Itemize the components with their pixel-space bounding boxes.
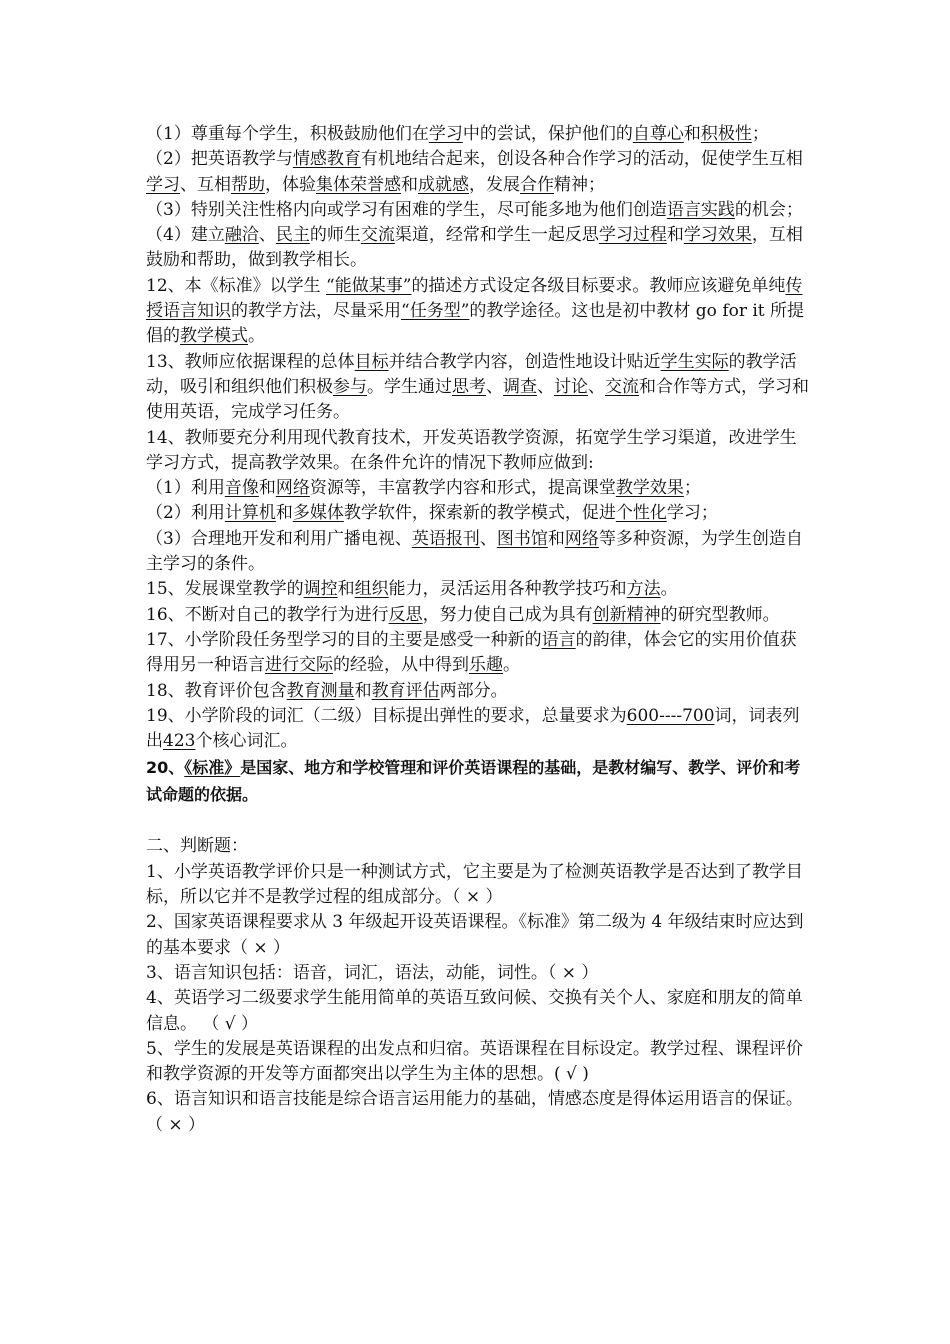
text-run: 的描述方式设定各级目标要求。教师应该避免单纯 (411, 275, 786, 296)
text-run: 是国家、地方和学校管理和评价英语课程的基础，是教材编写、教学、评价和考试命题的依据。 (146, 758, 801, 805)
underlined-answer: 英语报刊 (411, 528, 480, 549)
text-run: 、 (588, 376, 605, 397)
text-run: 的教学方法，尽量采用 (231, 301, 401, 322)
text-run: 16、不断对自己的教学行为进行 (146, 604, 389, 625)
underlined-answer: 积极性 (700, 124, 752, 144)
underlined-answer: 参与 (333, 376, 367, 397)
item-20 (146, 754, 811, 808)
fill-in-item (146, 679, 811, 704)
text-run: ； (683, 478, 701, 499)
text-run: 。 (503, 655, 520, 676)
underlined-answer: 交流 (605, 376, 639, 397)
judgment-item: 3、语言知识包括：语音，词汇，语法，动能，词性。（ × ） (146, 962, 599, 983)
underlined-answer: 语言实践 (666, 199, 735, 220)
underlined-answer: 成就感 (418, 174, 469, 195)
underlined-answer: 学习 (428, 124, 463, 144)
text-run: 和 (337, 579, 355, 600)
underlined-answer: 《标准》 (184, 758, 241, 778)
text-run: 等多种资源，为学生创造自主学习的条件。 (146, 528, 803, 575)
text-run: 19、小学阶段的词汇（二级）目标提出弹性的要求，总量要求为 (146, 705, 627, 726)
underlined-answer: 乐趣 (469, 655, 503, 676)
text-run: 和 (401, 174, 418, 195)
text-run: ，互相鼓励和帮助，做到教学相长。 (146, 225, 803, 271)
text-run: ，努力使自己成为具有 (422, 604, 593, 625)
fill-in-items (146, 274, 811, 755)
fill-in-item (146, 527, 811, 578)
underlined-answer: 多媒体 (292, 503, 344, 524)
judgment-item: 4、英语学习二级要求学生能用简单的英语互致问候、交换有关个人、家庭和朋友的简单信息。 （ √ ） (146, 988, 803, 1034)
text-run: 和 (547, 528, 565, 549)
underlined-answer: 学习效果 (683, 225, 752, 246)
text-run: 和 (683, 124, 701, 144)
text-run: 词，词表列出 (146, 705, 800, 752)
text-run: ，体验 (265, 174, 316, 195)
text-run: 渠道，经常和学生一起反思 (394, 225, 599, 246)
sub-item (146, 223, 811, 274)
judgment-item: 5、学生的发展是英语课程的出发点和归宿。英语课程在目标设定。教学过程、课程评价和教学资源的开发等方面都突出以学生为主体的思想。( √ ) (146, 1038, 803, 1085)
text-run: 教学软件，探索新的教学模式，促进 (343, 503, 616, 524)
underlined-answer: 思考 (452, 376, 486, 397)
text-run: ，发展 (469, 174, 520, 195)
underlined-answer: 交流 (360, 225, 395, 246)
underlined-answer: 学生实际 (660, 351, 729, 372)
text-run: 学习； (666, 503, 718, 524)
text-run: （4）建立 (146, 225, 225, 246)
fill-in-item (146, 704, 811, 755)
text-run: （3）合理地开发和利用广播电视、 (146, 528, 412, 549)
text-run: 的经验，从中得到 (333, 655, 469, 676)
judgment-item: 6、语言知识和语言技能是综合语言运用能力的基础，情感态度是得体运用语言的保证。（ × ） (146, 1089, 803, 1135)
text-run: 。 (660, 579, 678, 600)
fill-in-item (146, 628, 811, 679)
text-run: 的师生 (309, 225, 361, 246)
text-run: （1）尊重每个学生，积极鼓励他们在 (146, 124, 429, 144)
underlined-answer: 学习 (146, 174, 180, 195)
text-run: 、 (537, 376, 554, 397)
underlined-answer: 民主 (275, 225, 310, 246)
text-run: 17、小学阶段任务型学习的目的主要是感受一种新的 (146, 629, 542, 650)
underlined-answer: 教育测量 (286, 680, 355, 701)
text-run: （2）利用 (146, 503, 225, 524)
text-run: 和 (354, 680, 372, 701)
section-gap (146, 808, 811, 834)
underlined-answer: “能做某事” (326, 275, 412, 296)
underlined-answer: 网络 (275, 478, 310, 499)
underlined-answer: 个性化 (615, 503, 667, 524)
text-run: 14、教师要充分利用现代教育技术，开发英语教学资源，拓宽学生学习渠道，改进学生学习方式，提高教学效果。在条件允许的情况下教师应做到: (146, 427, 797, 473)
text-run: 15、发展课堂教学的 (146, 579, 304, 600)
text-run: 20、 (146, 758, 185, 778)
underlined-answer: 传授语言知识 (146, 275, 803, 322)
underlined-answer: 图书馆 (496, 528, 548, 549)
text-run: （3）特别关注性格内向或学习有困难的学生，尽可能多地为他们创造 (146, 199, 667, 220)
text-run: 个核心词汇。 (195, 731, 298, 752)
judgment-item: 2、国家英语课程要求从 3 年级起开设英语课程。《标准》第二级为 4 年级结束时应达到的基本要求（ × ） (146, 912, 804, 958)
text-run: 并结合教学内容，创造性地设计贴近 (388, 351, 661, 372)
text-run: 能力，灵活运用各种教学技巧和 (388, 579, 627, 600)
section2-title: 二、判断题： (146, 836, 248, 857)
text-run: 和 (666, 225, 684, 246)
fill-in-item (146, 603, 811, 628)
sub-item (146, 122, 811, 147)
underlined-answer: 调查 (503, 376, 537, 397)
text-run: ； (751, 124, 769, 144)
text-run: 精神； (554, 174, 605, 195)
judgment-item: 1、小学英语教学评价只是一种测试方式，它主要是为了检测英语教学是否达到了教学目标，所以它并不是教学过程的组成部分。（ × ） (146, 861, 803, 908)
document-page (146, 122, 811, 1138)
underlined-answer: 教育评估 (371, 680, 440, 701)
underlined-answer: 集体荣誉感 (316, 174, 401, 195)
text-run: 、互相 (180, 174, 231, 195)
text-run: 18、教育评价包含 (146, 680, 287, 701)
fill-in-item (146, 476, 811, 501)
underlined-answer: 进行交际 (265, 655, 333, 676)
text-run: 和合作等方式，学习和使用英语，完成学习任务。 (146, 376, 809, 423)
underlined-answer: 423 (163, 731, 196, 752)
sub-item (146, 147, 811, 198)
underlined-answer: 学习过程 (598, 225, 667, 246)
text-run: 和 (258, 478, 276, 499)
sub-item (146, 198, 811, 223)
judgment-items (146, 860, 811, 1138)
text-run: 的教学途径。这也是初中教材 go for it 所提倡的 (146, 301, 805, 347)
underlined-answer: 教学效果 (615, 478, 684, 499)
item-11-subpoints (146, 122, 811, 274)
underlined-answer: 调控 (303, 579, 338, 600)
text-run: 两部分。 (439, 680, 508, 701)
underlined-answer: 讨论 (554, 376, 588, 397)
fill-in-item (146, 274, 811, 350)
underlined-answer: 语言 (541, 629, 576, 650)
text-run: 、 (258, 225, 276, 246)
text-run: 有机地结合起来，创设各种合作学习的活动，促使学生互相 (360, 149, 803, 170)
underlined-answer: 情感教育 (292, 149, 361, 170)
underlined-answer: 600----700 (626, 705, 715, 726)
underlined-answer: 方法 (626, 579, 661, 600)
underlined-answer: 网络 (564, 528, 599, 549)
text-run: （2）把英语教学与 (146, 149, 293, 170)
fill-in-item (146, 577, 811, 602)
underlined-answer: “任务型” (401, 301, 470, 322)
text-run: 。学生通过 (367, 376, 452, 397)
underlined-answer: 合作 (520, 174, 554, 195)
text-run: 。 (248, 326, 265, 347)
underlined-answer: 反思 (388, 604, 423, 625)
text-run: 的研究型教师。 (660, 604, 780, 625)
underlined-answer: 音像 (224, 478, 259, 499)
underlined-answer: 目标 (354, 351, 389, 372)
text-run: 中的尝试，保护他们的 (462, 124, 633, 144)
fill-in-item (146, 501, 811, 526)
text-run: 的教学活动，吸引和组织他们积极 (146, 351, 797, 397)
underlined-answer: 融洽 (224, 225, 259, 246)
underlined-answer: 自尊心 (632, 124, 684, 144)
text-run: （1）利用 (146, 478, 225, 499)
text-run: 的机会； (734, 199, 803, 220)
fill-in-item (146, 426, 811, 477)
text-run: 12、本《标准》以学生 (146, 275, 327, 296)
text-run: 和 (275, 503, 293, 524)
underlined-answer: 创新精神 (592, 604, 661, 625)
text-run: 的韵律，体会它的实用价值获得用另一种语言 (146, 629, 797, 676)
text-run: 资源等，丰富教学内容和形式，提高课堂 (309, 478, 616, 499)
text-run: 、 (486, 376, 503, 397)
fill-in-item (146, 350, 811, 426)
text-run: 13、教师应依据课程的总体 (146, 351, 355, 372)
underlined-answer: 帮助 (231, 174, 265, 195)
text-run: 、 (479, 528, 497, 549)
underlined-answer: 组织 (354, 579, 389, 600)
underlined-answer: 教学模式 (180, 326, 248, 347)
underlined-answer: 计算机 (224, 503, 276, 524)
